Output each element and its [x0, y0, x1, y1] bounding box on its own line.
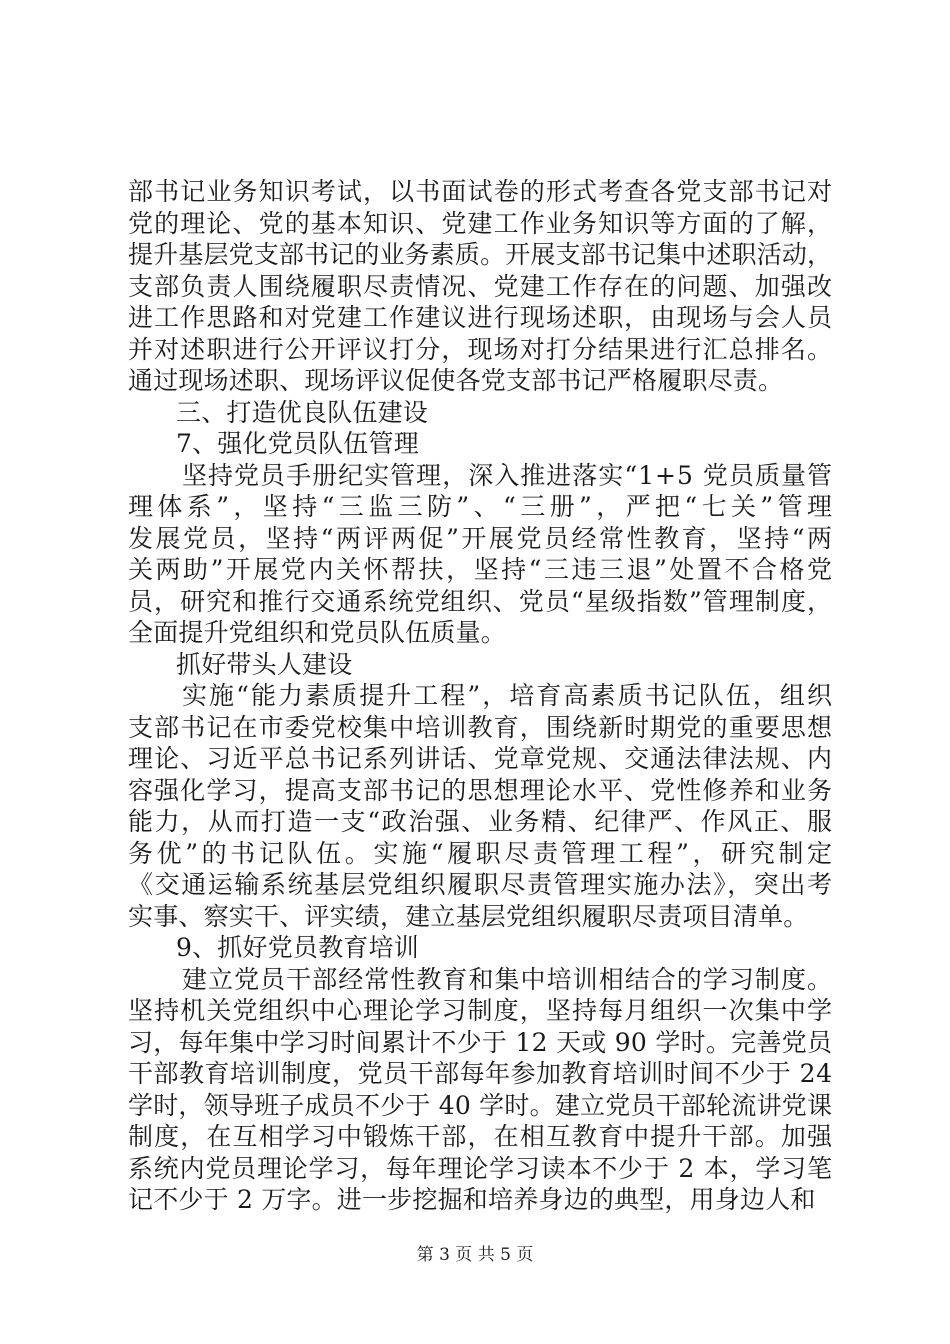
- section-heading: 7、强化党员队伍管理: [176, 429, 419, 458]
- text-line: 务优”的书记队伍。实施“履职尽责管理工程”，研究制定: [128, 838, 836, 868]
- text-line: 部书记业务知识考试，以书面试卷的形式考查各党支部书记对: [128, 177, 834, 206]
- text-line: 学时，领导班子成员不少于 40 学时。建立党员干部轮流讲党课: [128, 1090, 833, 1120]
- text-line: 全面提升党组织和党员队伍质量。: [128, 618, 507, 647]
- text-line: 容强化学习，提高支部书记的思想理论水平、党性修养和业务: [128, 775, 834, 805]
- text-line: 《交通运输系统基层党组织履职尽责管理实施办法》，突出考: [128, 870, 834, 899]
- text-line: 能力，从而打造一支“政治强、业务精、纪律严、作风正、服: [128, 807, 834, 836]
- text-line: 并对述职进行公开评议打分，现场对打分结果进行汇总排名。: [128, 334, 834, 364]
- text-line: 员，研究和推行交通系统党组织、党员“星级指数”管理制度，: [128, 586, 834, 616]
- text-line: 理体系”，坚持“三监三防”、“三册”，严把“七关”管理: [128, 492, 837, 521]
- text-line: 实事、察实干、评实绩，建立基层党组织履职尽责项目清单。: [128, 901, 809, 931]
- text-line: 建立党员干部经常性教育和集中培训相结合的学习制度。: [182, 964, 834, 994]
- text-line: 理论、习近平总书记系列讲话、党章党规、交通法律法规、内: [128, 744, 834, 773]
- text-line: 关两助”开展党内关怀帮扶，坚持“三违三退”处置不合格党: [128, 555, 835, 584]
- text-line: 记不少于 2 万字。进一步挖掘和培养身边的典型，用身边人和: [128, 1185, 816, 1214]
- page-number-footer: 第 3 页 共 5 页: [416, 1245, 534, 1265]
- section-heading: 抓好带头人建设: [176, 649, 353, 679]
- text-line: 发展党员，坚持“两评两促”开展党员经常性教育，坚持“两: [128, 523, 835, 553]
- text-line: 提升基层党支部书记的业务素质。开展支部书记集中述职活动，: [128, 240, 833, 269]
- text-line: 支部书记在市委党校集中培训教育，围绕新时期党的重要思想: [128, 712, 834, 742]
- text-line: 实施“能力素质提升工程”，培育高素质书记队伍，组织: [182, 681, 835, 710]
- text-line: 制度，在互相学习中锻炼干部，在相互教育中提升干部。加强: [128, 1122, 834, 1151]
- text-line: 党的理论、党的基本知识、党建工作业务知识等方面的了解，: [128, 208, 834, 238]
- text-line: 坚持机关党组织中心理论学习制度，坚持每月组织一次集中学: [128, 996, 834, 1025]
- section-heading: 三、打造优良队伍建设: [176, 397, 429, 427]
- section-heading: 9、抓好党员教育培训: [176, 933, 419, 962]
- document-body: [128, 176, 837, 1216]
- text-line: 干部教育培训制度，党员干部每年参加教育培训时间不少于 24: [128, 1059, 833, 1088]
- text-line: 进工作思路和对党建工作建议进行现场述职，由现场与会人员: [128, 303, 834, 332]
- text-line: 习，每年集中学习时间累计不少于 12 天或 90 学时。完善党员: [128, 1027, 833, 1057]
- text-line: 系统内党员理论学习，每年理论学习读本不少于 2 本，学习笔: [128, 1153, 833, 1183]
- text-line: 坚持党员手册纪实管理，深入推进落实“1+5 党员质量管: [182, 460, 834, 490]
- text-line: 支部负责人围绕履职尽责情况、党建工作存在的问题、加强改: [128, 271, 834, 301]
- text-line: 通过现场述职、现场评议促使各党支部书记严格履职尽责。: [128, 366, 784, 395]
